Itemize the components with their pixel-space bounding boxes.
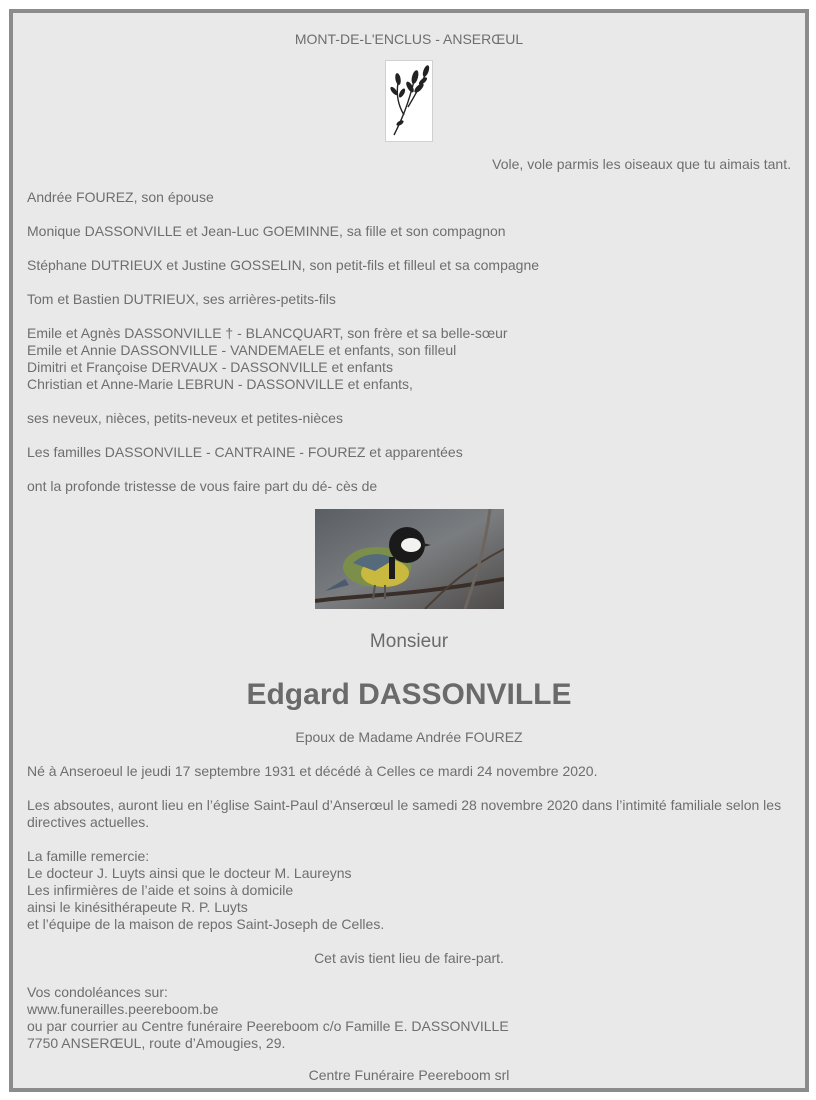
announcement-line: ont la profonde tristesse de vous faire part du dé- cès de (27, 478, 378, 494)
family-line: ses neveux, nièces, petits-neveux et petites-nièces (27, 410, 343, 426)
obituary-content (13, 13, 805, 1084)
verse-line: Vole, vole parmis les oiseaux que tu aimais tant. (492, 156, 791, 172)
wheat-icon (385, 60, 433, 142)
thanks-line: La famille remercie: (27, 848, 150, 864)
location-header: MONT-DE-L'ENCLUS - ANSERŒUL (294, 31, 524, 47)
birth-death-line: Né à Anseroeul le jeudi 17 septembre 1931 et décédé à Celles ce mardi 24 novembre 2020. (27, 763, 598, 779)
spouse-line: Epoux de Madame Andrée FOUREZ (295, 729, 523, 745)
obituary-card (9, 9, 809, 1092)
thanks-line: ainsi le kinésithérapeute R. P. Luyts (27, 899, 248, 915)
family-line: Stéphane DUTRIEUX et Justine GOSSELIN, son petit-fils et filleul et sa compagne (27, 257, 540, 273)
condolences-line: ou par courrier au Centre funéraire Peereboom c/o Famille E. DASSONVILLE (27, 1018, 509, 1034)
thanks-line: Le docteur J. Luyts ainsi que le docteur M. Laureyns (27, 865, 352, 881)
notice-line: Cet avis tient lieu de faire-part. (314, 950, 504, 966)
family-line: Tom et Bastien DUTRIEUX, ses arrières-petits-fils (27, 291, 336, 307)
condolences-link[interactable]: www.funerailles.peereboom.be (27, 1001, 219, 1017)
family-line: Andrée FOUREZ, son épouse (27, 189, 214, 205)
family-line: Christian et Anne-Marie LEBRUN - DASSONVILLE et enfants, (27, 376, 413, 392)
condolences-line: 7750 ANSERŒUL, route d’Amougies, 29. (27, 1035, 286, 1051)
condolences-line: Vos condoléances sur: (27, 984, 168, 1000)
honorific: Monsieur (369, 631, 449, 652)
bird-photo (315, 509, 504, 609)
family-line: Monique DASSONVILLE et Jean-Luc GOEMINNE, sa fille et son compagnon (27, 223, 506, 239)
family-line: Emile et Agnès DASSONVILLE † - BLANCQUART, son frère et sa belle-sœur (27, 325, 508, 341)
thanks-line: Les infirmières de l’aide et soins à domicile (27, 882, 294, 898)
family-line: Les familles DASSONVILLE - CANTRAINE - FOUREZ et apparentées (27, 444, 463, 460)
deceased-name: Edgard DASSONVILLE (246, 678, 572, 711)
thanks-line: et l’équipe de la maison de repos Saint-Joseph de Celles. (27, 916, 385, 932)
family-line: Dimitri et Françoise DERVAUX - DASSONVILLE et enfants (27, 359, 393, 375)
condolences-section (27, 984, 791, 1052)
family-line: Emile et Annie DASSONVILLE - VANDEMAELE et enfants, son filleul (27, 342, 457, 358)
ceremony-paragraph: Les absoutes, auront lieu en l’église Saint-Paul d’Anserœul le samedi 28 novembre 2020 dans l’intimité familiale selon les directives actuelles. (27, 797, 782, 830)
family-group (27, 325, 791, 393)
funeral-home-signature: Centre Funéraire Peereboom srl (308, 1067, 510, 1083)
thanks-section (27, 848, 791, 933)
